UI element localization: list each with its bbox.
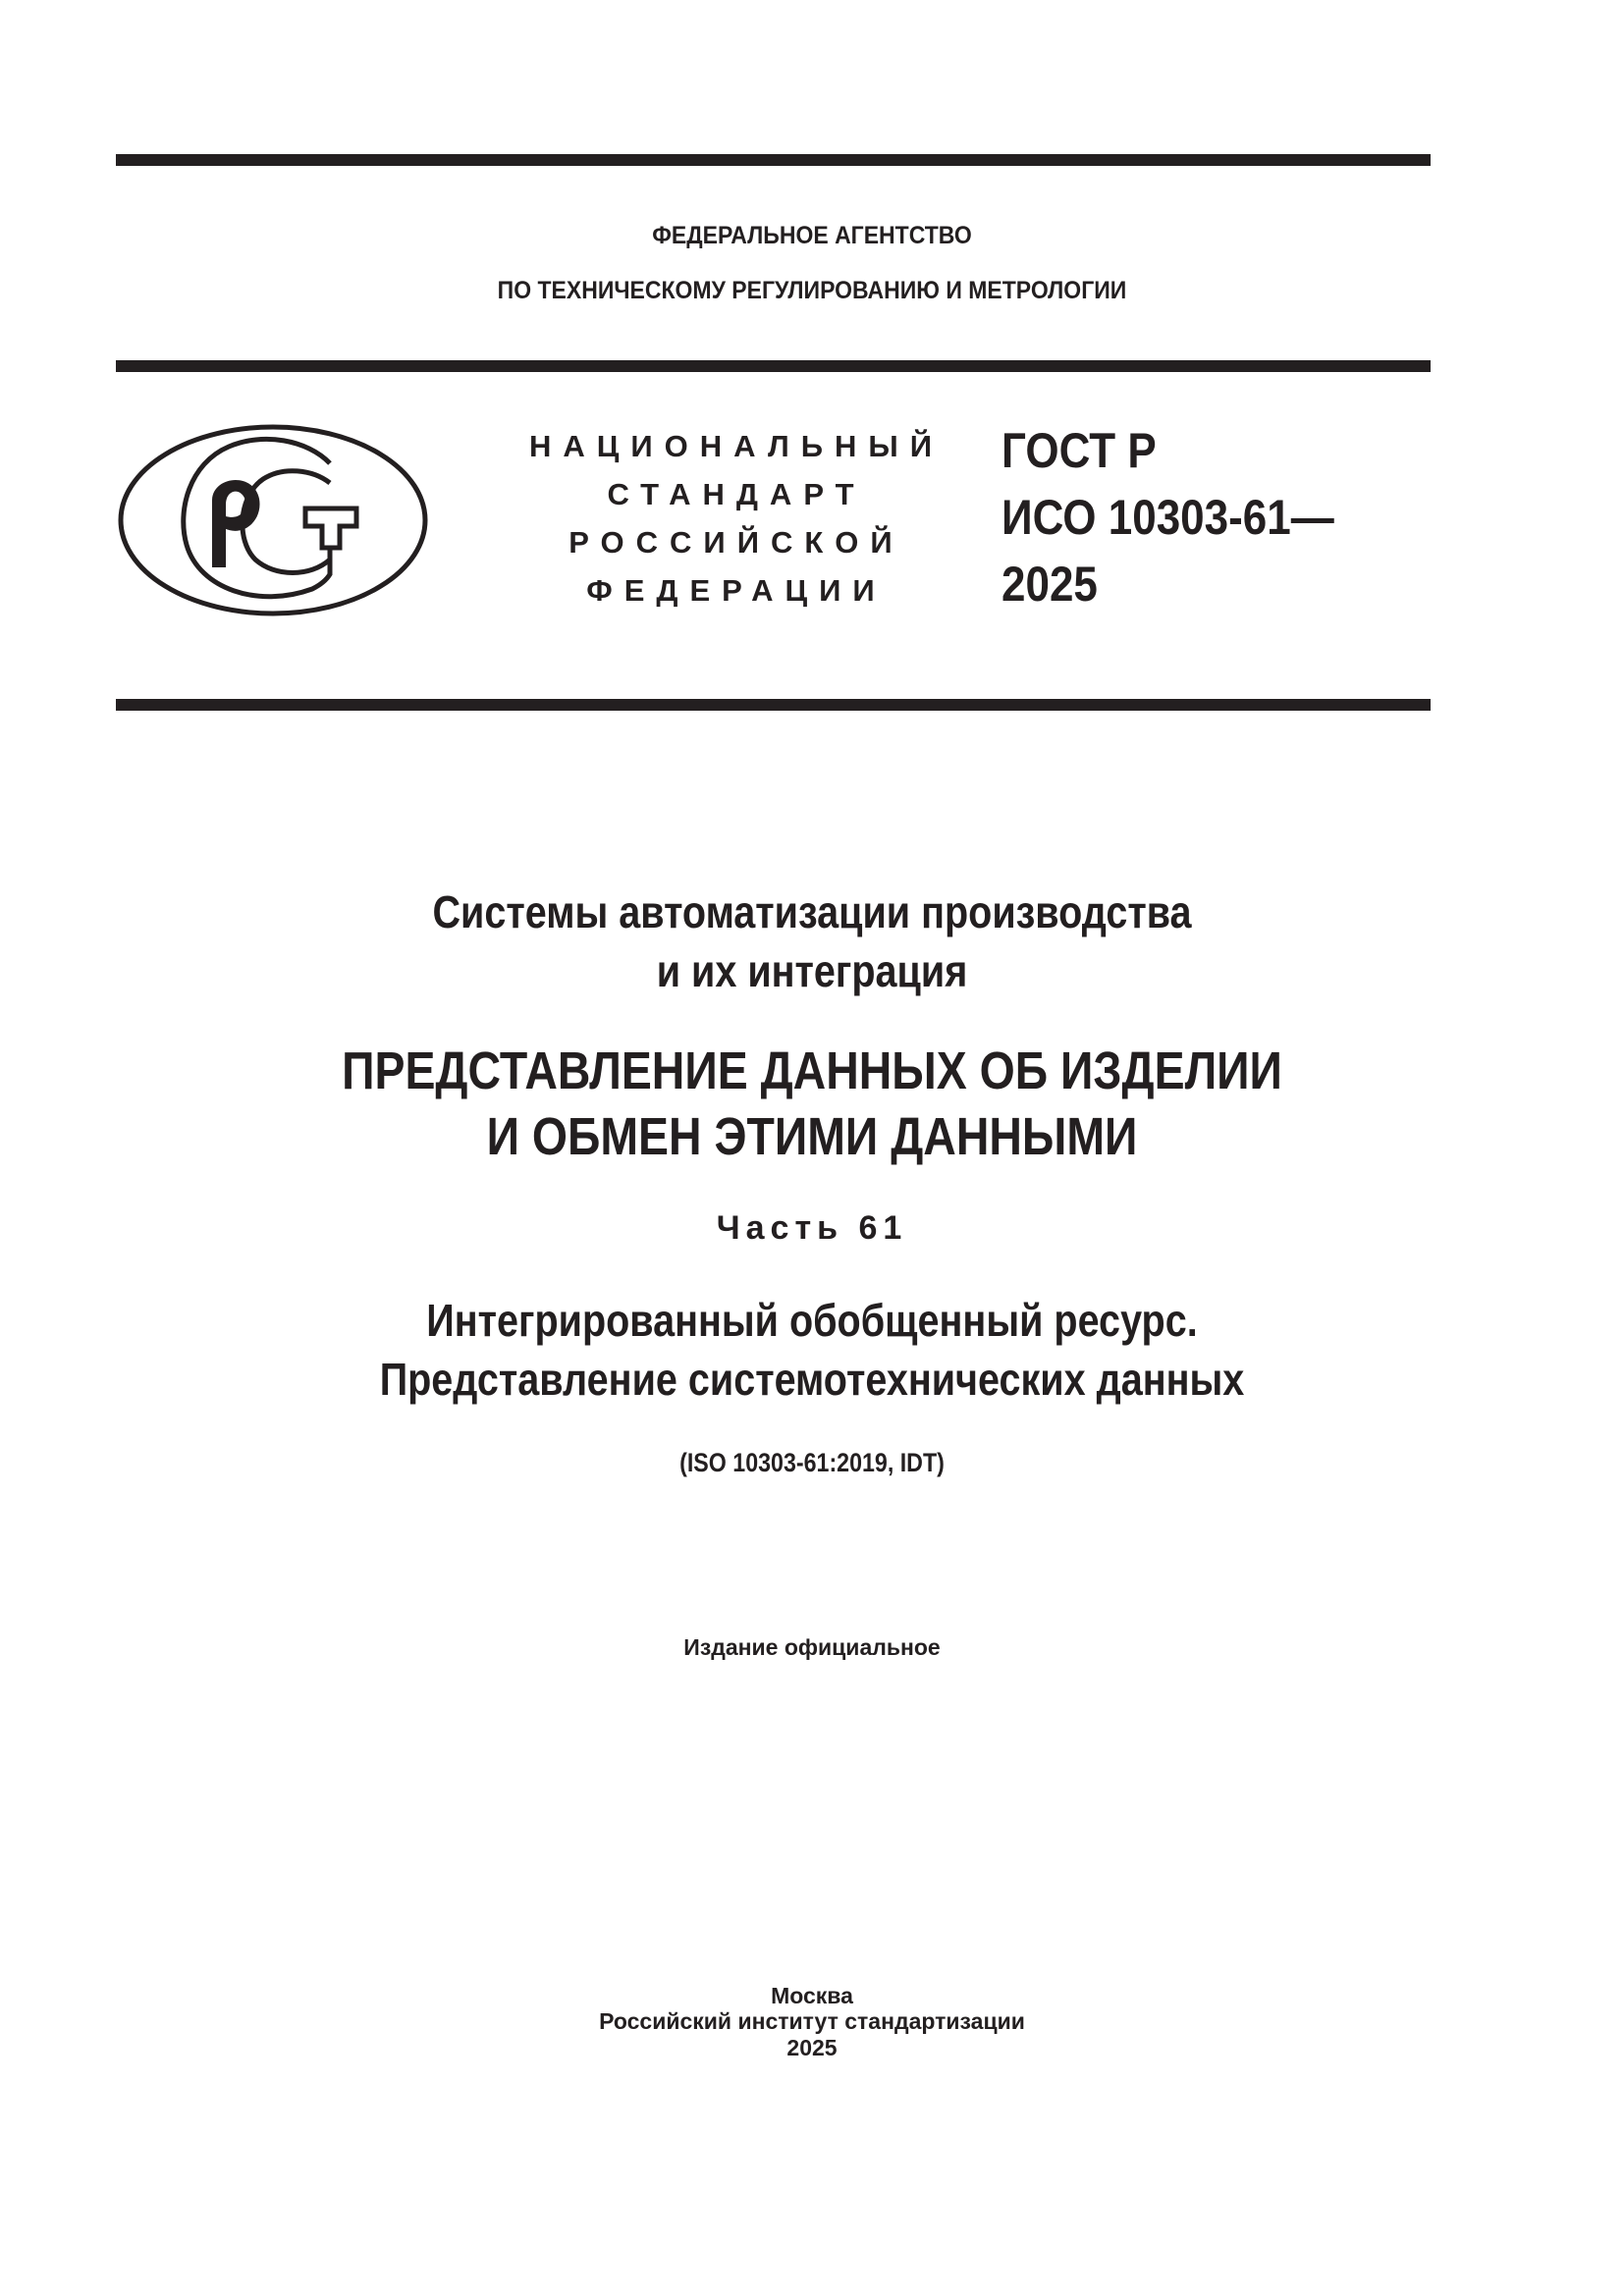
designation-line-2: ИСО 10303-61— [1001,490,1334,545]
imprint-publisher: Российский институт стандартизации [599,2008,1025,2034]
main-title-line-2: И ОБМЕН ЭТИМИ ДАННЫМИ [486,1107,1138,1166]
top-rule [116,154,1431,166]
imprint-city: Москва [771,1983,853,2008]
standard-designation [1001,417,1334,617]
national-standard-label [511,422,962,614]
part-title-line-1: Интегрированный обобщенный ресурс. [426,1295,1198,1346]
title-divider [116,699,1431,711]
agency-line-1: ФЕДЕРАЛЬНОЕ АГЕНТСТВО [652,222,972,249]
designation-line-1: ГОСТ Р [1001,423,1157,478]
national-line-2: СТАНДАРТ [607,477,866,511]
edition-label: Издание официальное [683,1634,941,1660]
national-line-1: НАЦИОНАЛЬНЫЙ [528,429,945,463]
national-line-4: ФЕДЕРАЦИИ [586,573,887,608]
series-title-line-1: Системы автоматизации производства [432,886,1192,937]
main-title-line-1: ПРЕДСТАВЛЕНИЕ ДАННЫХ ОБ ИЗДЕЛИИ [342,1041,1282,1100]
imprint-year: 2025 [786,2035,838,2060]
header-divider [116,360,1431,372]
agency-line-2: ПО ТЕХНИЧЕСКОМУ РЕГУЛИРОВАНИЮ И МЕТРОЛОГИИ [497,277,1127,304]
series-title-line-2: и их интеграция [656,945,968,996]
designation-line-3: 2025 [1001,557,1098,612]
rst-logo-icon [116,422,430,618]
source-standard: (ISO 10303-61:2019, IDT) [679,1448,945,1477]
national-line-3: РОССИЙСКОЙ [568,525,904,560]
part-title-line-2: Представление системотехнических данных [379,1354,1245,1405]
part-label: Часть 61 [716,1209,908,1247]
